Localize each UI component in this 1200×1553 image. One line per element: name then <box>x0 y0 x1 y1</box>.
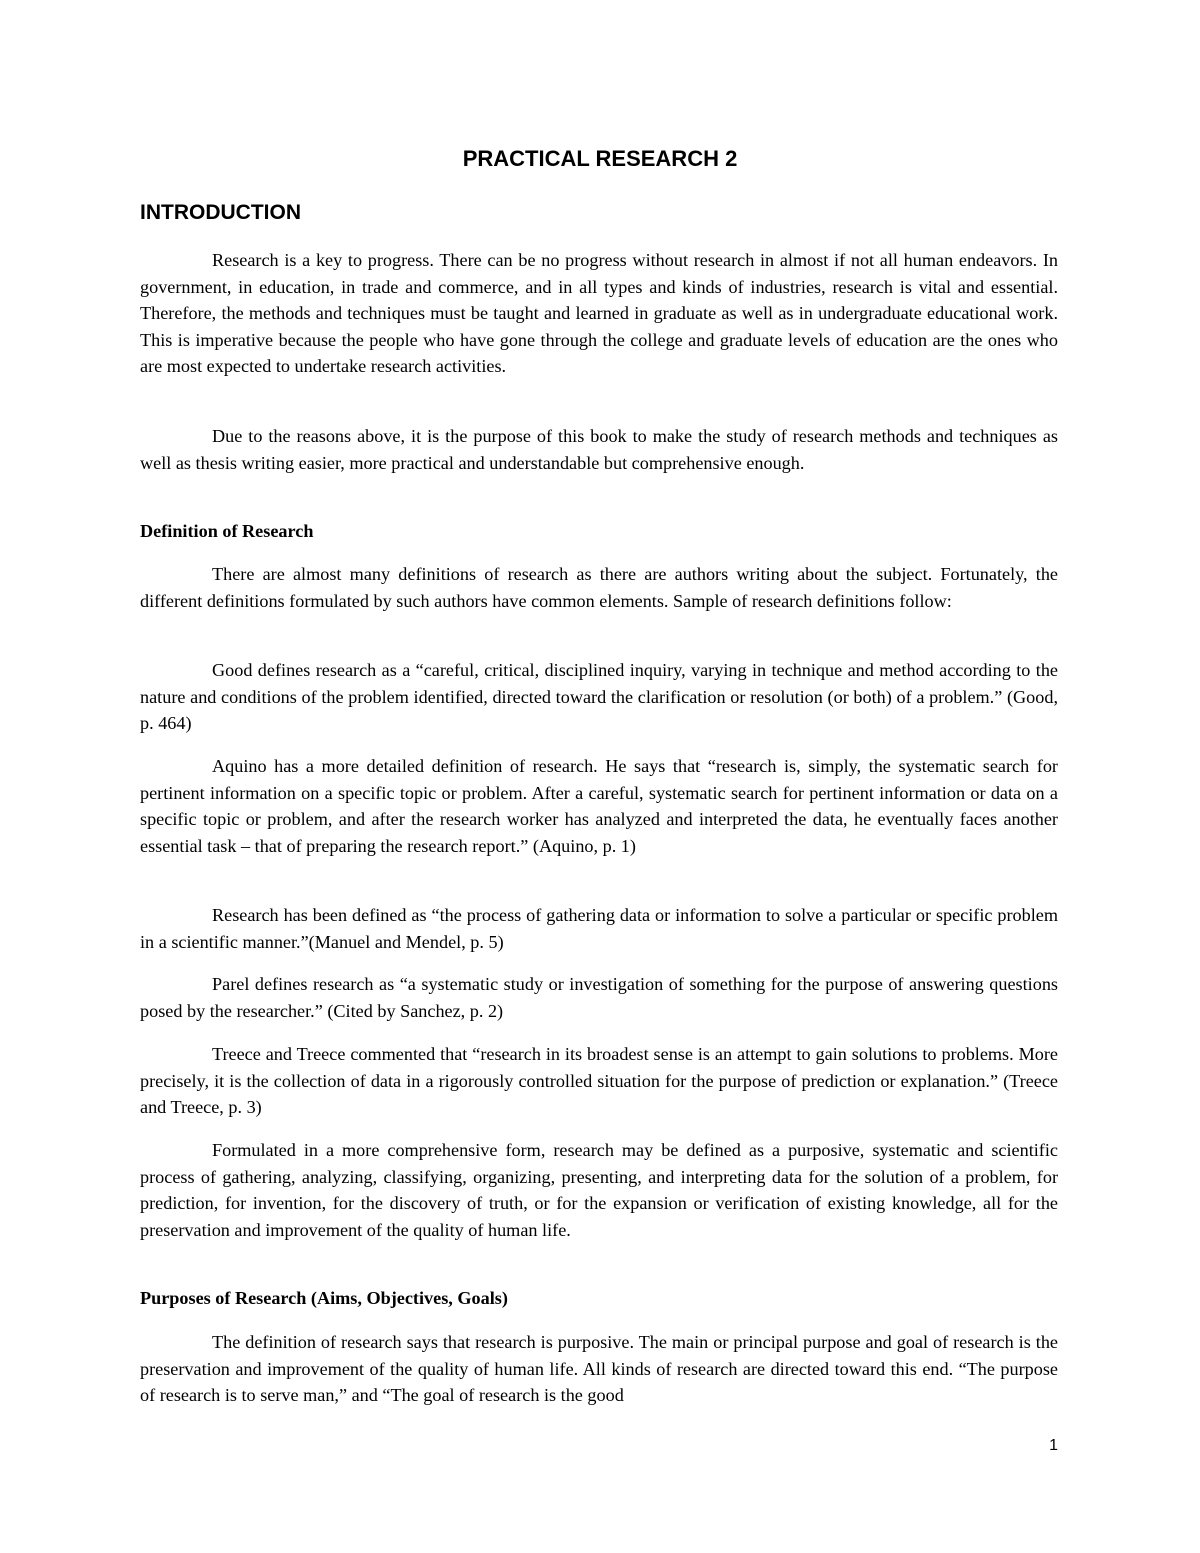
intro-paragraph-1: Research is a key to progress. There can be no progress without research in almost if not all human endeavors. In government, in education, in trade and commerce, and in all types and kinds of industries, research is vital and essential. Therefore, the methods and techniques must be taught and learned in graduate as well as in undergraduate educational work. This is imperative because the people who have gone through the college and graduate levels of education are the ones who are most expected to undertake research activities. <box>140 250 1058 377</box>
definition-heading: Definition of Research <box>140 521 314 541</box>
intro-paragraph-2: Due to the reasons above, it is the purpose of this book to make the study of research methods and techniques as well as thesis writing easier, more practical and understandable but comprehensive enough. <box>140 426 1058 473</box>
section-heading-introduction: INTRODUCTION <box>140 201 301 224</box>
definition-paragraph-5: Parel defines research as “a systematic study or investigation of something for the purpose of answering questions posed by the researcher.” (Cited by Sanchez, p. 2) <box>140 974 1058 1021</box>
purposes-paragraph-1: The definition of research says that research is purposive. The main or principal purpose and goal of research is the preservation and improvement of the quality of human life. All kinds of research are directed toward this end. “The purpose of research is to serve man,” and “The goal of research is the good <box>140 1332 1058 1406</box>
definition-paragraph-6: Treece and Treece commented that “research in its broadest sense is an attempt to gain solutions to problems. More precisely, it is the collection of data in a rigorously controlled situation for the purpose of prediction or explanation.” (Treece and Treece, p. 3) <box>140 1044 1058 1118</box>
page-title: PRACTICAL RESEARCH 2 <box>462 146 738 171</box>
definition-paragraph-3: Aquino has a more detailed definition of research. He says that “research is, simply, the systematic search for pertinent information on a specific topic or problem. After a careful, systematic search for pertinent information or data on a specific topic or problem, and after the research worker has analyzed and interpreted the data, he eventually faces another essential task – that of preparing the research report.” (Aquino, p. 1) <box>140 756 1058 856</box>
page-number: 1 <box>1049 1437 1058 1454</box>
definition-paragraph-7: Formulated in a more comprehensive form, research may be defined as a purposive, systematic and scientific process of gathering, analyzing, classifying, organizing, presenting, and interpreting data for the solution of a problem, for prediction, for invention, for the discovery of truth, or for the expansion or verification of existing knowledge, all for the preservation and improvement of the quality of human life. <box>140 1140 1058 1240</box>
definition-paragraph-4: Research has been defined as “the process of gathering data or information to solve a particular or specific problem in a scientific manner.”(Manuel and Mendel, p. 5) <box>140 905 1058 952</box>
purposes-heading: Purposes of Research (Aims, Objectives, Goals) <box>140 1288 508 1308</box>
definition-paragraph-2: Good defines research as a “careful, critical, disciplined inquiry, varying in technique and method according to the nature and conditions of the problem identified, directed toward the clarification or resolution (or both) of a problem.” (Good, p. 464) <box>140 660 1058 734</box>
definition-paragraph-1: There are almost many definitions of research as there are authors writing about the subject. Fortunately, the different definitions formulated by such authors have common elements. Sample of research definitions follow: <box>140 564 1058 611</box>
